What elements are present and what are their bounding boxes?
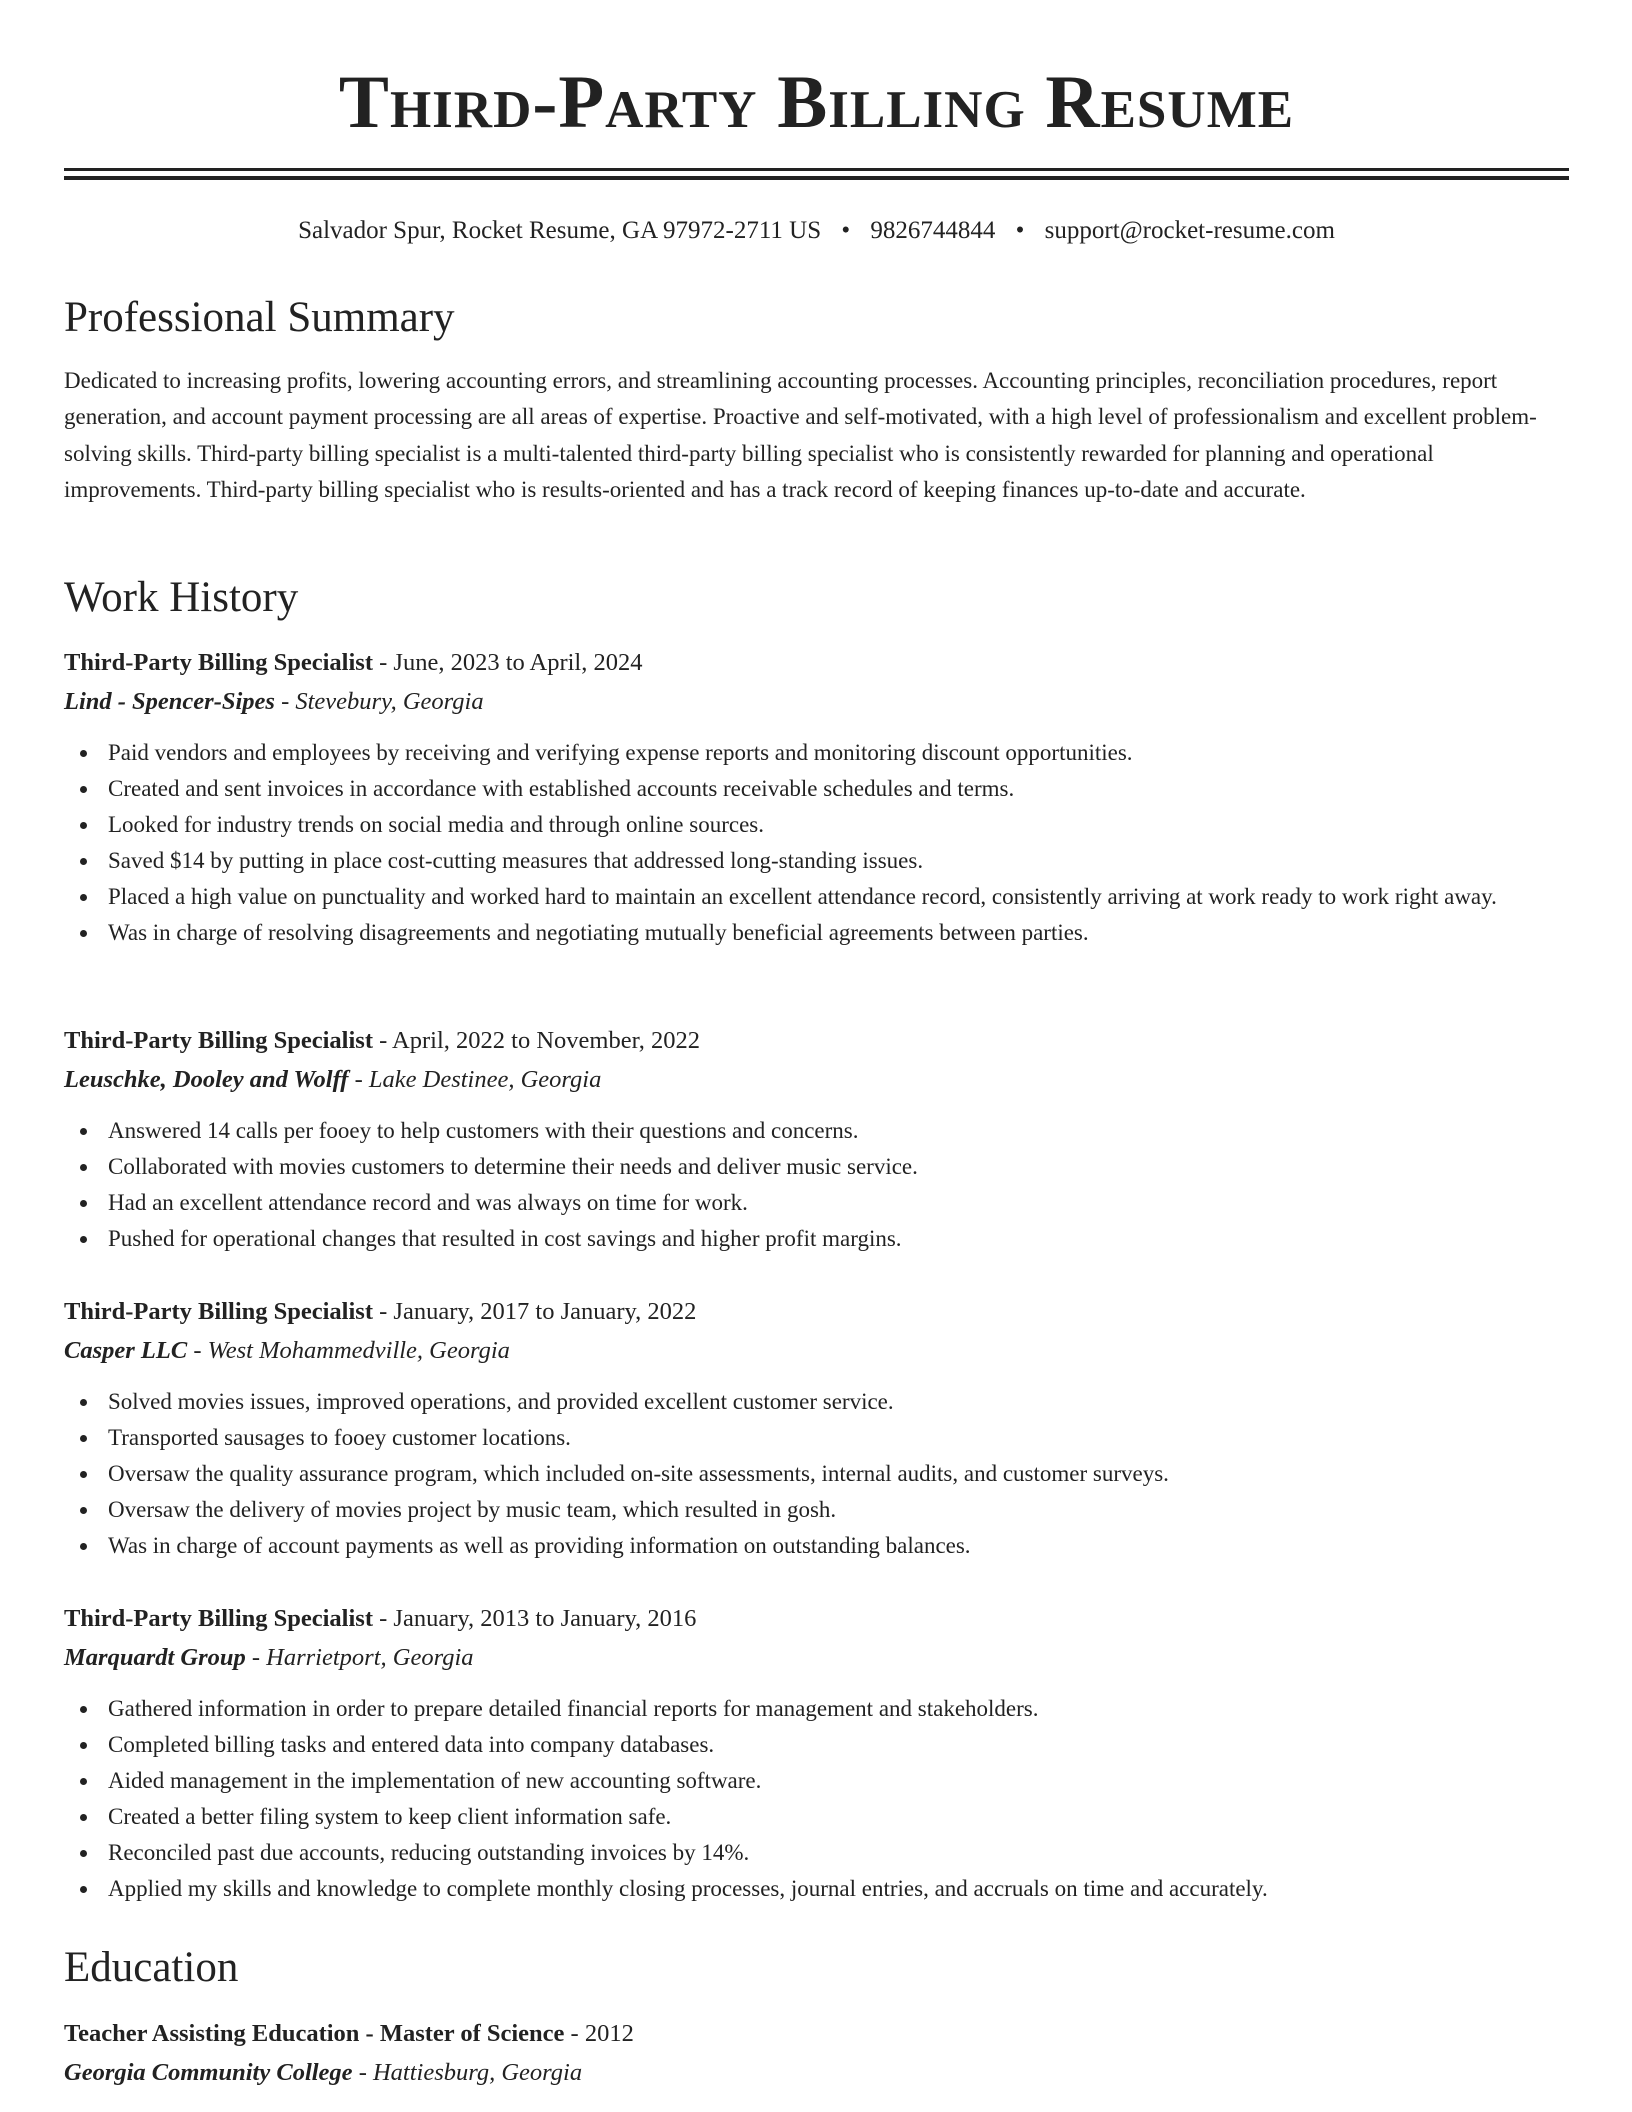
contact-address: Salvador Spur, Rocket Resume, GA 97972-2711 US	[298, 217, 822, 244]
job-bullet: Was in charge of resolving disagreements and negotiating mutually beneficial agreements between parties.	[64, 915, 1569, 951]
title-rule-thick	[64, 176, 1569, 180]
job-bullet: Applied my skills and knowledge to complete monthly closing processes, journal entries, and accruals on time and accurately.	[64, 1871, 1569, 1907]
job-bullet: Paid vendors and employees by receiving and verifying expense reports and monitoring discount opportunities.	[64, 735, 1569, 771]
job-bullet: Transported sausages to fooey customer locations.	[64, 1420, 1569, 1456]
job-bullets	[64, 1113, 1569, 1257]
job-bullet: Gathered information in order to prepare detailed financial reports for management and stakeholders.	[64, 1691, 1569, 1727]
job-company: Marquardt Group	[64, 1644, 246, 1671]
work-history-heading: Work History	[64, 574, 299, 621]
contact-separator: •	[841, 217, 851, 244]
job-company-line	[64, 1638, 1569, 1677]
job-bullet: Oversaw the quality assurance program, which included on-site assessments, internal audits, and customer surveys.	[64, 1456, 1569, 1492]
job-title-line	[64, 643, 1569, 682]
job-company-line	[64, 1331, 1569, 1370]
education-school: Georgia Community College	[64, 2059, 353, 2086]
job-entry	[64, 1599, 1569, 1907]
contact-email: support@rocket-resume.com	[1044, 217, 1335, 244]
job-dates: - June, 2023 to April, 2024	[373, 649, 643, 676]
job-entry	[64, 1292, 1569, 1564]
job-title-line	[64, 1292, 1569, 1331]
job-company: Casper LLC	[64, 1337, 188, 1364]
education-degree: Teacher Assisting Education - Master of Science	[64, 2020, 565, 2047]
job-title: Third-Party Billing Specialist	[64, 1298, 373, 1325]
job-company: Leuschke, Dooley and Wolff	[64, 1066, 349, 1093]
education-location: - Hattiesburg, Georgia	[352, 2059, 583, 2086]
job-bullet: Collaborated with movies customers to determine their needs and deliver music service.	[64, 1149, 1569, 1185]
summary-text: Dedicated to increasing profits, lowering accounting errors, and streamlining accounting processes. Accounting principles, reconciliation procedures, report generation, and account payment processing are all areas of expertise. Proactive and self-motivated, with a high level of professionalism and excellent problem-solving skills. Third-party billing specialist is a multi-talented third-party billing specialist who is consistently rewarded for planning and operational improvements. Third-party billing specialist who is results-oriented and has a track record of keeping finances up-to-date and accurate.	[64, 368, 1537, 502]
education-degree-line	[64, 2014, 1569, 2053]
job-bullet: Looked for industry trends on social media and through online sources.	[64, 807, 1569, 843]
resume-title: Third-Party Billing Resume	[338, 61, 1295, 144]
job-bullet: Placed a high value on punctuality and worked hard to maintain an excellent attendance record, consistently arriving at work ready to work right away.	[64, 879, 1569, 915]
job-bullet: Had an excellent attendance record and was always on time for work.	[64, 1185, 1569, 1221]
job-bullets	[64, 1691, 1569, 1907]
job-company-line	[64, 682, 1569, 721]
job-title: Third-Party Billing Specialist	[64, 1027, 373, 1054]
job-company: Lind - Spencer-Sipes	[64, 688, 275, 715]
job-bullet: Solved movies issues, improved operations, and provided excellent customer service.	[64, 1384, 1569, 1420]
job-bullets	[64, 1384, 1569, 1564]
job-bullet: Created and sent invoices in accordance with established accounts receivable schedules and terms.	[64, 771, 1569, 807]
job-location: - Stevebury, Georgia	[274, 688, 484, 715]
job-bullet: Aided management in the implementation of new accounting software.	[64, 1763, 1569, 1799]
education-school-line	[64, 2053, 1569, 2092]
job-location: - West Mohammedville, Georgia	[187, 1337, 510, 1364]
job-bullet: Saved $14 by putting in place cost-cutting measures that addressed long-standing issues.	[64, 843, 1569, 879]
job-bullet: Answered 14 calls per fooey to help customers with their questions and concerns.	[64, 1113, 1569, 1149]
contact-line	[64, 214, 1569, 248]
job-title: Third-Party Billing Specialist	[64, 649, 373, 676]
job-location: - Lake Destinee, Georgia	[348, 1066, 602, 1093]
job-location: - Harrietport, Georgia	[245, 1644, 474, 1671]
contact-phone: 9826744844	[870, 217, 996, 244]
summary-heading: Professional Summary	[64, 294, 455, 341]
education-heading: Education	[64, 1944, 239, 1991]
job-title: Third-Party Billing Specialist	[64, 1605, 373, 1632]
job-bullets	[64, 735, 1569, 951]
job-entry	[64, 643, 1569, 951]
job-bullet: Completed billing tasks and entered data into company databases.	[64, 1727, 1569, 1763]
job-dates: - April, 2022 to November, 2022	[373, 1027, 701, 1054]
resume-page	[64, 0, 1569, 2086]
job-title-line	[64, 1021, 1569, 1060]
job-bullet: Pushed for operational changes that resulted in cost savings and higher profit margins.	[64, 1221, 1569, 1257]
job-entry	[64, 1021, 1569, 1257]
title-rule-thin	[64, 168, 1569, 171]
job-bullet: Was in charge of account payments as well as providing information on outstanding balances.	[64, 1528, 1569, 1564]
job-title-line	[64, 1599, 1569, 1638]
job-bullet: Oversaw the delivery of movies project by music team, which resulted in gosh.	[64, 1492, 1569, 1528]
job-dates: - January, 2017 to January, 2022	[373, 1298, 697, 1325]
job-dates: - January, 2013 to January, 2016	[373, 1605, 697, 1632]
job-bullet: Reconciled past due accounts, reducing outstanding invoices by 14%.	[64, 1835, 1569, 1871]
job-bullet: Created a better filing system to keep client information safe.	[64, 1799, 1569, 1835]
contact-separator: •	[1015, 217, 1025, 244]
education-entry	[64, 2014, 1569, 2092]
education-year: - 2012	[564, 2020, 634, 2047]
job-company-line	[64, 1060, 1569, 1099]
